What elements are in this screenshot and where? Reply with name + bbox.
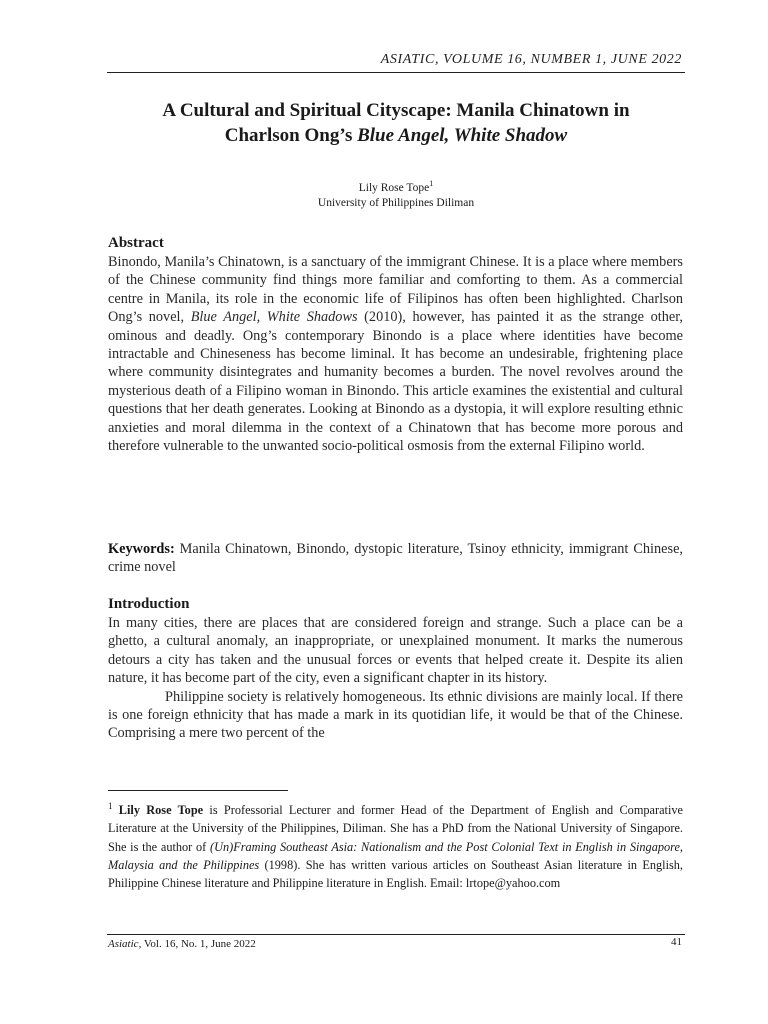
footnote-author-name: Lily Rose Tope: [118, 803, 204, 818]
keywords-list: Manila Chinatown, Binondo, dystopic literature, Tsinoy ethnicity, immigrant Chinese, crime novel: [108, 541, 683, 576]
author-affiliation: University of Philippines Diliman: [317, 196, 475, 209]
page-number: 41: [671, 936, 682, 948]
footnote: [108, 797, 683, 892]
footnote-mark: 1: [108, 801, 113, 811]
introduction-heading: Introduction: [108, 596, 190, 612]
footer-rule: [107, 934, 685, 935]
abstract-text-part-2: (2010), however, has painted it as the strange other, ominous and deadly. Ong’s contemporary Binondo is a place where identities have become intractable and Chineseness has become liminal. It has become an undesirable, frightening place where community disintegrates and humanity becomes a burden. The novel revolves around the mysterious death of a Filipino woman in Binondo. This article examines the existential and cultural questions that her death generates. Looking at Binondo as a dystopia, it will explore resulting ethnic anxieties and moral dilemma in the context of a Chinatown that has become more porous and therefore vulnerable to the unwanted socio-political osmosis from the external Filipino world.: [108, 309, 683, 455]
running-head: ASIATIC, VOLUME 16, NUMBER 1, JUNE 2022: [380, 52, 682, 67]
author-name: Lily Rose Tope: [358, 181, 430, 194]
footnote-rule: [108, 790, 288, 791]
footnote-text-part-1: is Professorial Lecturer and former Head of the Department of English and Comparative Literature at the University of the Philippines, Diliman. She has a PhD from the National University of Singapore. She is the author of: [108, 803, 683, 854]
header-rule: [107, 72, 685, 73]
abstract-text: [108, 253, 683, 455]
title-novel-name: Blue Angel, White Shadow: [357, 125, 568, 146]
title-line-1: A Cultural and Spiritual Cityscape: Manila Chinatown in: [162, 100, 630, 121]
footnote-text-part-2: (1998). She has written various articles on Southeast Asian literature in English, Philippine Chinese literature and Philippine literature in English. Email: lrtope@yahoo.com: [108, 857, 683, 890]
author-footnote-mark[interactable]: 1: [429, 179, 434, 188]
footer-journal-name: Asiatic: [108, 938, 139, 950]
introduction-paragraph-1: In many cities, there are places that are considered foreign and strange. Such a place can be a ghetto, a cultural anomaly, an inappropriate, or unexplained monument. It marks the numerous detours a city has taken and the unusual forces or events that helped create it. Despite its alien nature, it has become part of the city, even a significant chapter in its history.: [108, 615, 683, 687]
footnote-book-title: (Un)Framing Southeast Asia: Nationalism and the Post Colonial Text in English in Singapore, Malaysia and the Philippines: [108, 839, 684, 872]
abstract-novel-title: Blue Angel, White Shadows: [190, 309, 358, 326]
keywords: [108, 540, 683, 577]
footer-issue: , Vol. 16, No. 1, June 2022: [138, 938, 256, 950]
title-line-2-prefix: Charlson Ong’s: [224, 125, 358, 146]
author-block: [100, 176, 692, 211]
abstract-heading: Abstract: [108, 235, 164, 251]
footer-citation: [108, 938, 256, 950]
introduction-text: [108, 614, 683, 743]
abstract-text-part-1: Binondo, Manila’s Chinatown, is a sanctuary of the immigrant Chinese. It is a place where members of the Chinese community find things more familiar and comforting to them. As a commercial centre in Manila, its role in the economic life of Filipinos has often been highlighted. Charlson Ong’s novel,: [108, 254, 683, 326]
article-title: [100, 98, 692, 148]
keywords-label: Keywords:: [108, 541, 175, 557]
introduction-paragraph-2: Philippine society is relatively homogeneous. Its ethnic divisions are mainly local. If there is one foreign ethnicity that has made a mark in its quotidian life, it would be that of the Chinese. Comprising a mere two percent of the: [108, 688, 683, 742]
